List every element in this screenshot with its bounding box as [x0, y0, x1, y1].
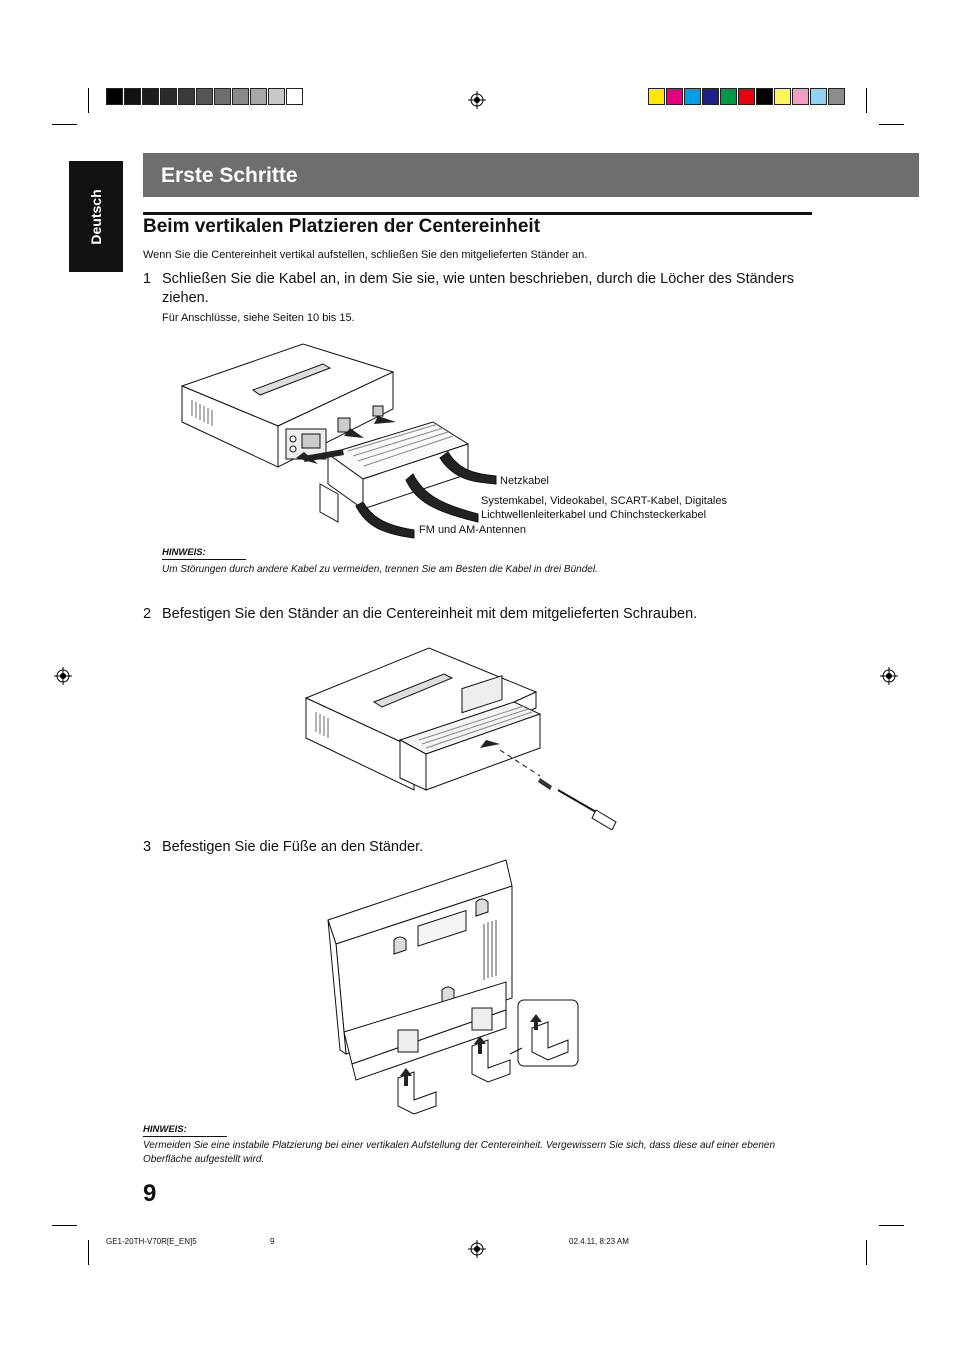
intro-text: Wenn Sie die Centereinheit vertikal aufstellen, schließen Sie den mitgelieferten Ständer an.: [143, 249, 588, 261]
note-1-text: Um Störungen durch andere Kabel zu vermeiden, trennen Sie am Besten die Kabel in drei Bündel.: [162, 564, 598, 575]
crop-mark: [866, 1240, 867, 1265]
color-swatch: [106, 88, 123, 105]
registration-mark-icon: [468, 1240, 486, 1258]
section-header: [143, 153, 919, 197]
crop-mark: [88, 1240, 89, 1265]
page-number: 9: [143, 1180, 157, 1207]
crop-mark: [879, 124, 904, 125]
label-netzkabel: Netzkabel: [500, 475, 549, 487]
color-swatch: [160, 88, 177, 105]
color-swatch: [286, 88, 303, 105]
color-calibration-bar: [648, 88, 846, 105]
color-swatch: [268, 88, 285, 105]
note-2-line2: Oberfläche aufgestellt wird.: [143, 1154, 265, 1165]
step-text-line1: Schließen Sie die Kabel an, in dem Sie sie, wie unten beschrieben, durch die Löcher des Ständers: [162, 271, 794, 287]
note-2-underline: [143, 1136, 227, 1137]
color-swatch: [250, 88, 267, 105]
language-tab: [69, 161, 123, 272]
color-swatch: [738, 88, 755, 105]
crop-mark: [866, 88, 867, 113]
page-heading: Beim vertikalen Platzieren der Centereinheit: [143, 216, 541, 237]
step-text: Befestigen Sie die Füße an den Ständer.: [162, 839, 424, 855]
registration-mark-icon: [468, 91, 486, 109]
footer-timestamp: 02.4.11, 8:23 AM: [569, 1237, 629, 1246]
color-swatch: [774, 88, 791, 105]
language-tab-label: Deutsch: [88, 188, 104, 245]
step-number: 3: [143, 839, 152, 855]
stand-screw-illustration: [304, 640, 624, 830]
color-swatch: [648, 88, 665, 105]
crop-mark: [88, 88, 89, 113]
color-swatch: [720, 88, 737, 105]
grey-calibration-bar: [106, 88, 304, 105]
step-text: Befestigen Sie den Ständer an die Centereinheit mit dem mitgelieferten Schrauben.: [162, 606, 698, 622]
registration-mark-icon: [880, 667, 898, 685]
step-text-line2: ziehen.: [162, 290, 209, 306]
note-2-line1: Vermeiden Sie eine instabile Platzierung bei einer vertikalen Aufstellung der Centereinheit. Vergewissern Sie sich, dass diese auf einer ebenen: [143, 1140, 776, 1151]
crop-mark: [52, 124, 77, 125]
registration-mark-icon: [54, 667, 72, 685]
color-swatch: [702, 88, 719, 105]
color-swatch: [792, 88, 809, 105]
label-antennen: FM und AM-Antennen: [419, 524, 527, 536]
crop-mark: [879, 1225, 904, 1226]
footer-file: GE1-20TH-V70R[E_EN]5: [106, 1237, 197, 1246]
step-1-subnote: Für Anschlüsse, siehe Seiten 10 bis 15.: [162, 312, 355, 324]
color-swatch: [756, 88, 773, 105]
note-2-title: HINWEIS:: [143, 1124, 187, 1135]
step-number: 2: [143, 606, 152, 622]
color-swatch: [684, 88, 701, 105]
color-swatch: [810, 88, 827, 105]
step-number: 1: [143, 271, 152, 287]
note-1-title: HINWEIS:: [162, 547, 206, 558]
color-swatch: [124, 88, 141, 105]
color-swatch: [196, 88, 213, 105]
color-swatch: [214, 88, 231, 105]
label-systemkabel-line2: Lichtwellenleiterkabel und Chinchsteckerkabel: [481, 509, 707, 521]
color-swatch: [178, 88, 195, 105]
note-1-underline: [162, 559, 246, 560]
cable-routing-illustration: [178, 334, 508, 539]
feet-attachment-illustration: [326, 858, 584, 1118]
color-swatch: [666, 88, 683, 105]
section-title: Erste Schritte: [161, 164, 298, 187]
heading-rule: [143, 212, 812, 215]
color-swatch: [232, 88, 249, 105]
footer-page: 9: [270, 1237, 275, 1246]
crop-mark: [52, 1225, 77, 1226]
label-systemkabel-line1: Systemkabel, Videokabel, SCART-Kabel, Digitales: [481, 495, 727, 507]
color-swatch: [828, 88, 845, 105]
color-swatch: [142, 88, 159, 105]
